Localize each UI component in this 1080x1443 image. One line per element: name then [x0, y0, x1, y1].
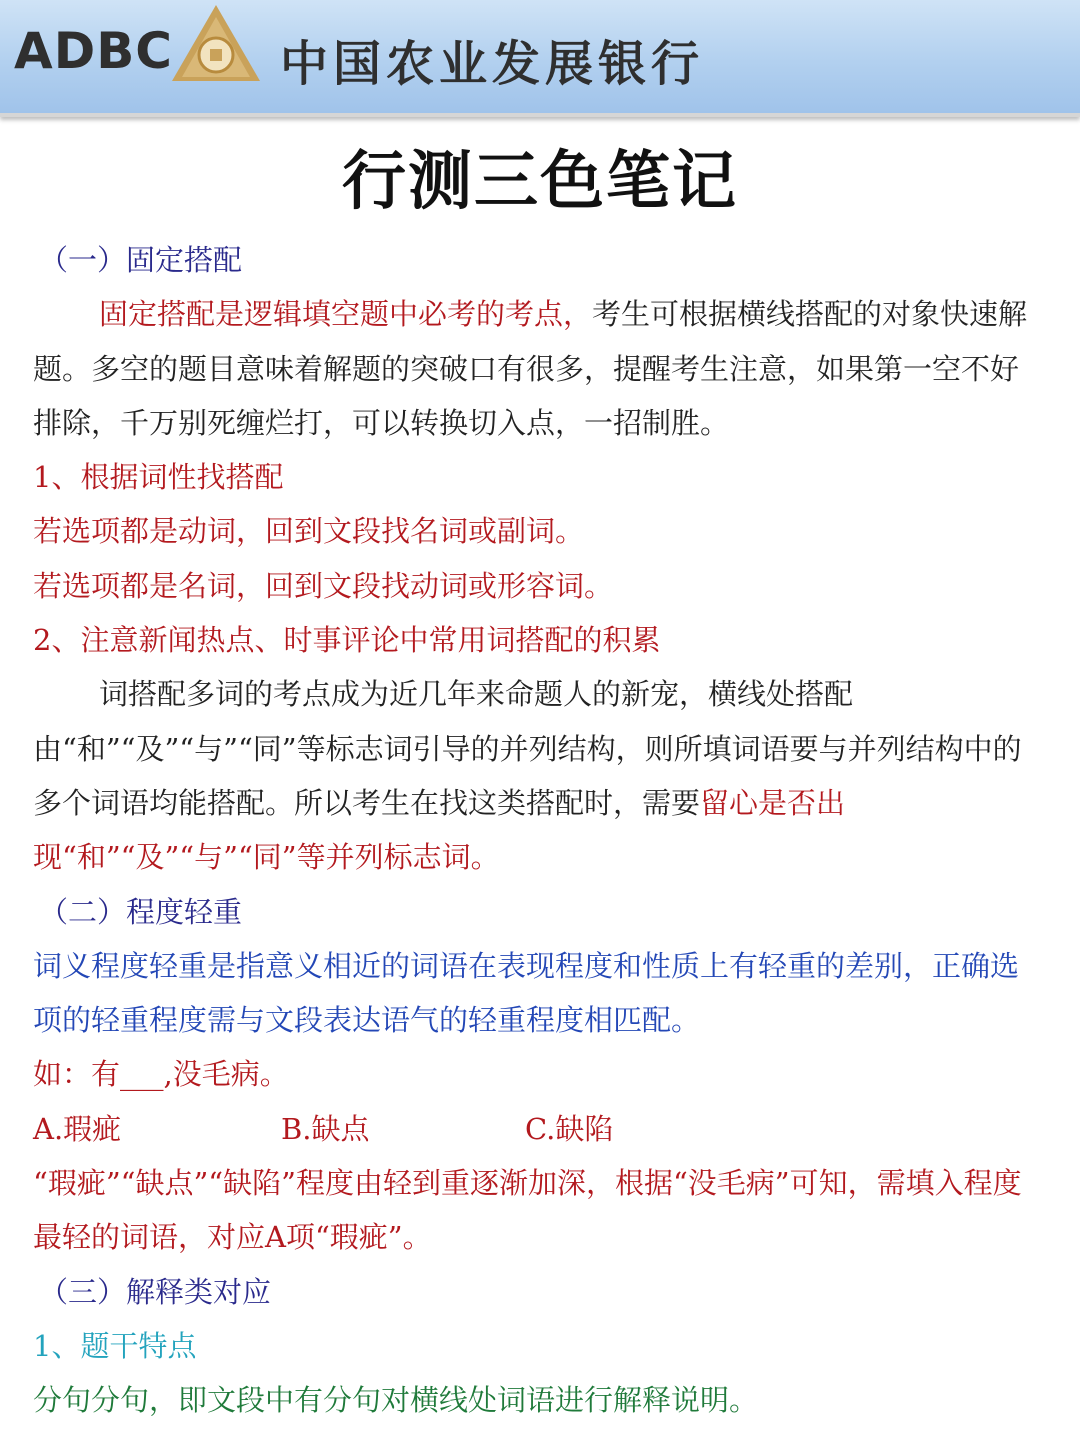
degree-explanation: “瑕疵”“缺点”“缺陷”程度由轻到重逐渐加深，根据“没毛病”可知，需填入程度最轻的词语，对应A项“瑕疵”。: [33, 1166, 1022, 1255]
intro-highlight: 固定搭配是逻辑填空题中必考的考点，: [99, 297, 593, 332]
bank-logo-icon: [170, 3, 262, 83]
rule-verbs: 若选项都是动词，回到文段找名词或副词。: [33, 514, 585, 549]
degree-definition: 词义程度轻重是指意义相近的词语在表现程度和性质上有轻重的差别，正确选项的轻重程度需与文段表达语气的轻重程度相匹配。: [33, 948, 1020, 1038]
paragraph-coordinate-structure: [33, 667, 1043, 884]
point-part-of-speech: 1、根据词性找搭配: [33, 460, 284, 495]
brand-chinese-name: 中国农业发展银行: [280, 36, 705, 92]
coordinate-highlight: 留心是否出现“和”“及”“与”“同”等并列标志词。: [33, 785, 846, 875]
option-c: C.缺陷: [525, 1111, 614, 1146]
section-heading-explanation: （三）解释类对应: [39, 1274, 272, 1309]
section-heading-degree: （二）程度轻重: [39, 894, 243, 929]
degree-example: 如：有___,没毛病。: [33, 1057, 289, 1092]
page-title: 行测三色笔记: [342, 144, 738, 219]
stem-features-text: 分句分句，即文段中有分句对横线处词语进行解释说明。: [33, 1383, 759, 1418]
header-banner: [0, 0, 1080, 117]
paragraph-intro: [33, 287, 1043, 450]
brand-english-name: ADBC: [14, 22, 174, 80]
coordinate-text: 词搭配多词的考点成为近几年来命题人的新宠，横线处搭配由“和”“及”“与”“同”等标志词引导的并列结构，则所填词语要与并列结构中的多个词语均能搭配。所以考生在找这类搭配时，需要: [33, 677, 1022, 820]
section-heading-fixed-collocation: （一）固定搭配: [39, 243, 243, 277]
degree-options: [33, 1102, 1043, 1156]
rule-nouns: 若选项都是名词，回到文段找动词或形容词。: [33, 568, 614, 603]
intro-text: 考生可根据横线搭配的对象快速解题。多空的题目意味着解题的突破口有很多，提醒考生注意，如果第一空不好排除，千万别死缠烂打，可以转换切入点，一招制胜。: [33, 297, 1028, 440]
point-news-collocations: 2、注意新闻热点、时事评论中常用词搭配的积累: [33, 623, 661, 658]
option-a: A.瑕疵: [33, 1111, 122, 1146]
notes-body: [33, 233, 1043, 1428]
point-stem-features: 1、题干特点: [33, 1328, 197, 1363]
option-b: B.缺点: [281, 1111, 370, 1146]
